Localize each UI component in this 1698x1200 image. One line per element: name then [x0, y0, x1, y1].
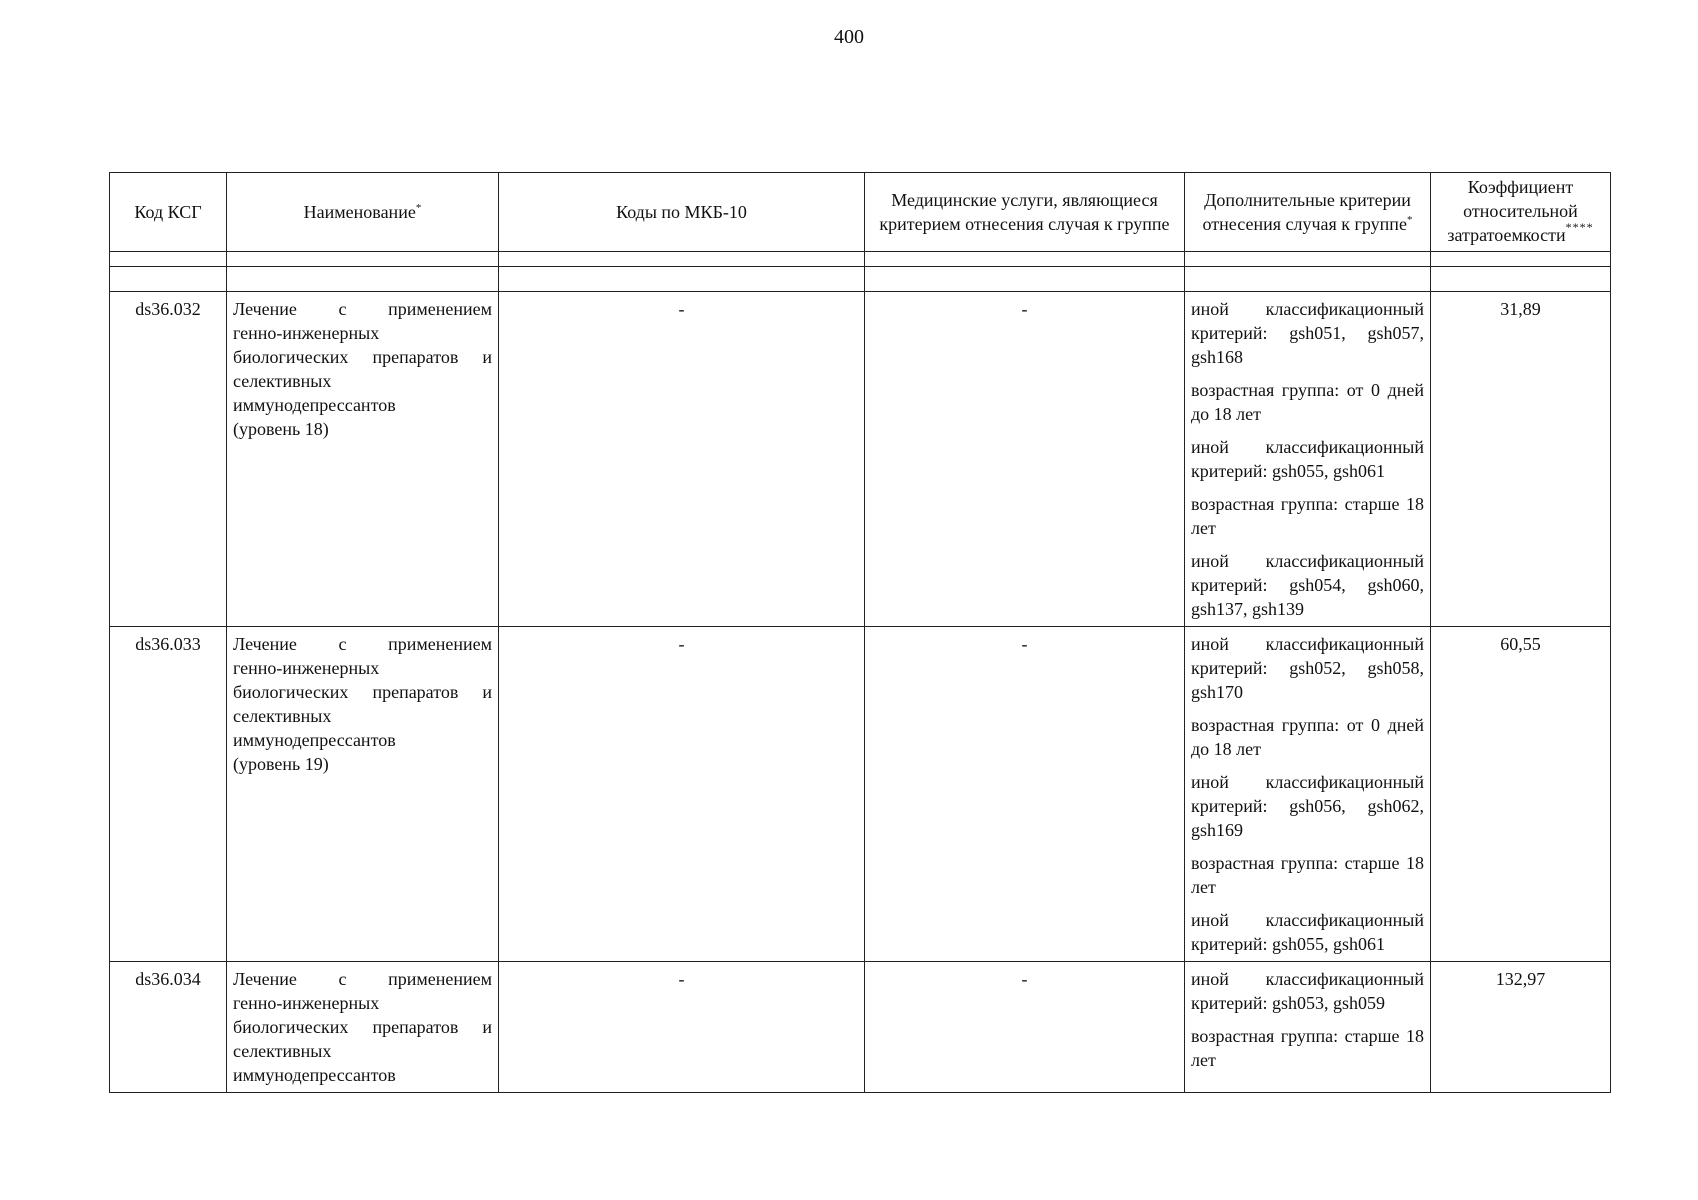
criterion-item: возрастная группа: старше 18 лет [1191, 853, 1424, 897]
name-line: (уровень 18) [233, 419, 329, 439]
criterion-item: возрастная группа: от 0 дней до 18 лет [1191, 715, 1424, 759]
name-line: биологических препаратов и [233, 1017, 492, 1037]
header-code: Код КСГ [110, 173, 227, 252]
criterion-item: возрастная группа: старше 18 лет [1191, 494, 1424, 538]
criterion-item: иной классификационный критерий: gsh054, gsh060, gsh137, gsh139 [1191, 551, 1424, 619]
header-mkb: Коды по МКБ-10 [499, 173, 865, 252]
name-line: иммунодепрессантов [233, 395, 396, 415]
criterion-item: иной классификационный критерий: gsh052, gsh058, gsh170 [1191, 634, 1424, 702]
criteria-cell [1185, 292, 1431, 627]
header-name: Наименование* [227, 173, 499, 252]
header-criteria: Дополнительные критерии отнесения случая к группе* [1185, 173, 1431, 252]
criterion-item: иной классификационный критерий: gsh055, gsh061 [1191, 437, 1424, 481]
name-line: селективных [233, 706, 332, 726]
name-line: биологических препаратов и [233, 347, 492, 367]
page-number: 400 [834, 26, 864, 48]
header-coef-mark: **** [1565, 220, 1594, 234]
medical-services-cell: - [865, 627, 1185, 962]
empty-row [110, 252, 1611, 267]
name-line: (уровень 19) [233, 754, 329, 774]
ksg-table [109, 172, 1611, 1093]
name-line: генно-инженерных [233, 323, 380, 343]
coefficient-cell: 132,97 [1431, 962, 1611, 1093]
name-line: генно-инженерных [233, 993, 380, 1013]
table-header-row [110, 173, 1611, 252]
name-line: селективных [233, 1041, 332, 1061]
name-line: иммунодепрессантов [233, 1065, 396, 1085]
coefficient-cell: 60,55 [1431, 627, 1611, 962]
mkb-codes-cell: - [499, 627, 865, 962]
criteria-cell [1185, 627, 1431, 962]
mkb-codes-cell: - [499, 962, 865, 1093]
name-line: иммунодепрессантов [233, 730, 396, 750]
criterion-item: возрастная группа: от 0 дней до 18 лет [1191, 380, 1424, 424]
ksg-code-cell: ds36.034 [110, 962, 227, 1093]
mkb-codes-cell: - [499, 292, 865, 627]
name-line: Лечение с применением [233, 634, 492, 654]
name-line: Лечение с применением [233, 299, 492, 319]
criterion-item: иной классификационный критерий: gsh053, gsh059 [1191, 969, 1424, 1013]
ksg-name-cell [227, 627, 499, 962]
table-row [110, 292, 1611, 627]
criterion-item: иной классификационный критерий: gsh056, gsh062, gsh169 [1191, 772, 1424, 840]
criteria-cell [1185, 962, 1431, 1093]
header-name-mark: * [415, 202, 422, 214]
table-row [110, 962, 1611, 1093]
name-line: генно-инженерных [233, 658, 380, 678]
criterion-item: иной классификационный критерий: gsh051, gsh057, gsh168 [1191, 299, 1424, 367]
criterion-item: возрастная группа: старше 18 лет [1191, 1026, 1424, 1070]
table-row [110, 627, 1611, 962]
ksg-name-cell [227, 962, 499, 1093]
name-line: биологических препаратов и [233, 682, 492, 702]
medical-services-cell: - [865, 962, 1185, 1093]
coefficient-cell: 31,89 [1431, 292, 1611, 627]
name-line: селективных [233, 371, 332, 391]
header-services: Медицинские услуги, являющиеся критерием отнесения случая к группе [865, 173, 1185, 252]
criterion-item: иной классификационный критерий: gsh055, gsh061 [1191, 910, 1424, 954]
ksg-code-cell: ds36.033 [110, 627, 227, 962]
header-criteria-mark: * [1406, 214, 1413, 226]
ksg-name-cell [227, 292, 499, 627]
name-line: Лечение с применением [233, 969, 492, 989]
empty-row [110, 267, 1611, 292]
medical-services-cell: - [865, 292, 1185, 627]
header-coef: Коэффициент относительной затратоемкости**** [1431, 173, 1611, 252]
ksg-code-cell: ds36.032 [110, 292, 227, 627]
